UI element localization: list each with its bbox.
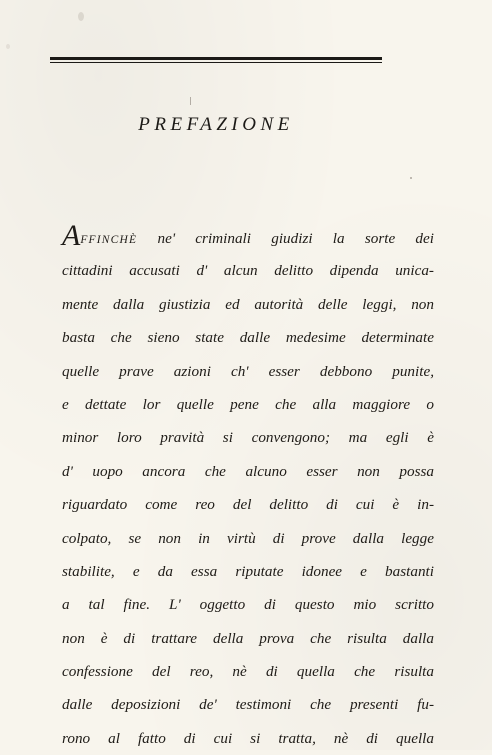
ink-mark bbox=[190, 97, 191, 105]
ink-spot bbox=[6, 44, 10, 49]
drop-cap: A bbox=[62, 219, 81, 252]
paragraph-line: rono al fatto di cui si tratta, nè di quella bbox=[62, 729, 434, 747]
paragraph-line: colpato, se non in virtù di prove dalla legge bbox=[62, 529, 434, 547]
paragraph-line: e dettate lor quelle pene che alla maggiore o bbox=[62, 395, 434, 413]
paragraph-line: basta che sieno state dalle medesime determinate bbox=[62, 329, 434, 347]
header-rule-thick bbox=[50, 57, 382, 60]
first-line-text: ne' criminali giudizi la sorte dei bbox=[137, 230, 434, 247]
chapter-heading: PREFAZIONE bbox=[138, 114, 294, 135]
paragraph-line: stabilite, e da essa riputate idonee e bastanti bbox=[62, 562, 434, 580]
ink-spot bbox=[78, 12, 84, 21]
paragraph-line: dalle deposizioni de' testimoni che presenti fu- bbox=[62, 696, 434, 714]
paragraph-line: cittadini accusati d' alcun delitto dipenda unica- bbox=[62, 262, 434, 280]
header-rule bbox=[50, 57, 382, 63]
paragraph-line: a tal fine. L' oggetto di questo mio scritto bbox=[62, 596, 434, 614]
preface-paragraph bbox=[62, 221, 434, 755]
paragraph-line: confessione del reo, nè di quella che risulta bbox=[62, 663, 434, 681]
paragraph-line: mente dalla giustizia ed autorità delle leggi, non bbox=[62, 295, 434, 313]
paragraph-line: non è di trattare della prova che risulta dalla bbox=[62, 629, 434, 647]
paragraph-first-line bbox=[62, 221, 434, 254]
ink-dot bbox=[410, 177, 412, 179]
paragraph-line: d' uopo ancora che alcuno esser non possa bbox=[62, 462, 434, 480]
first-word-small-caps: FFINCHÈ bbox=[80, 234, 138, 246]
paragraph-line: quelle prave azioni ch' esser debbono punite, bbox=[62, 362, 434, 380]
header-rule-thin bbox=[50, 62, 382, 63]
paragraph-line: riguardato come reo del delitto di cui è in- bbox=[62, 496, 434, 514]
paragraph-line: minor loro pravità si convengono; ma egli è bbox=[62, 429, 434, 447]
